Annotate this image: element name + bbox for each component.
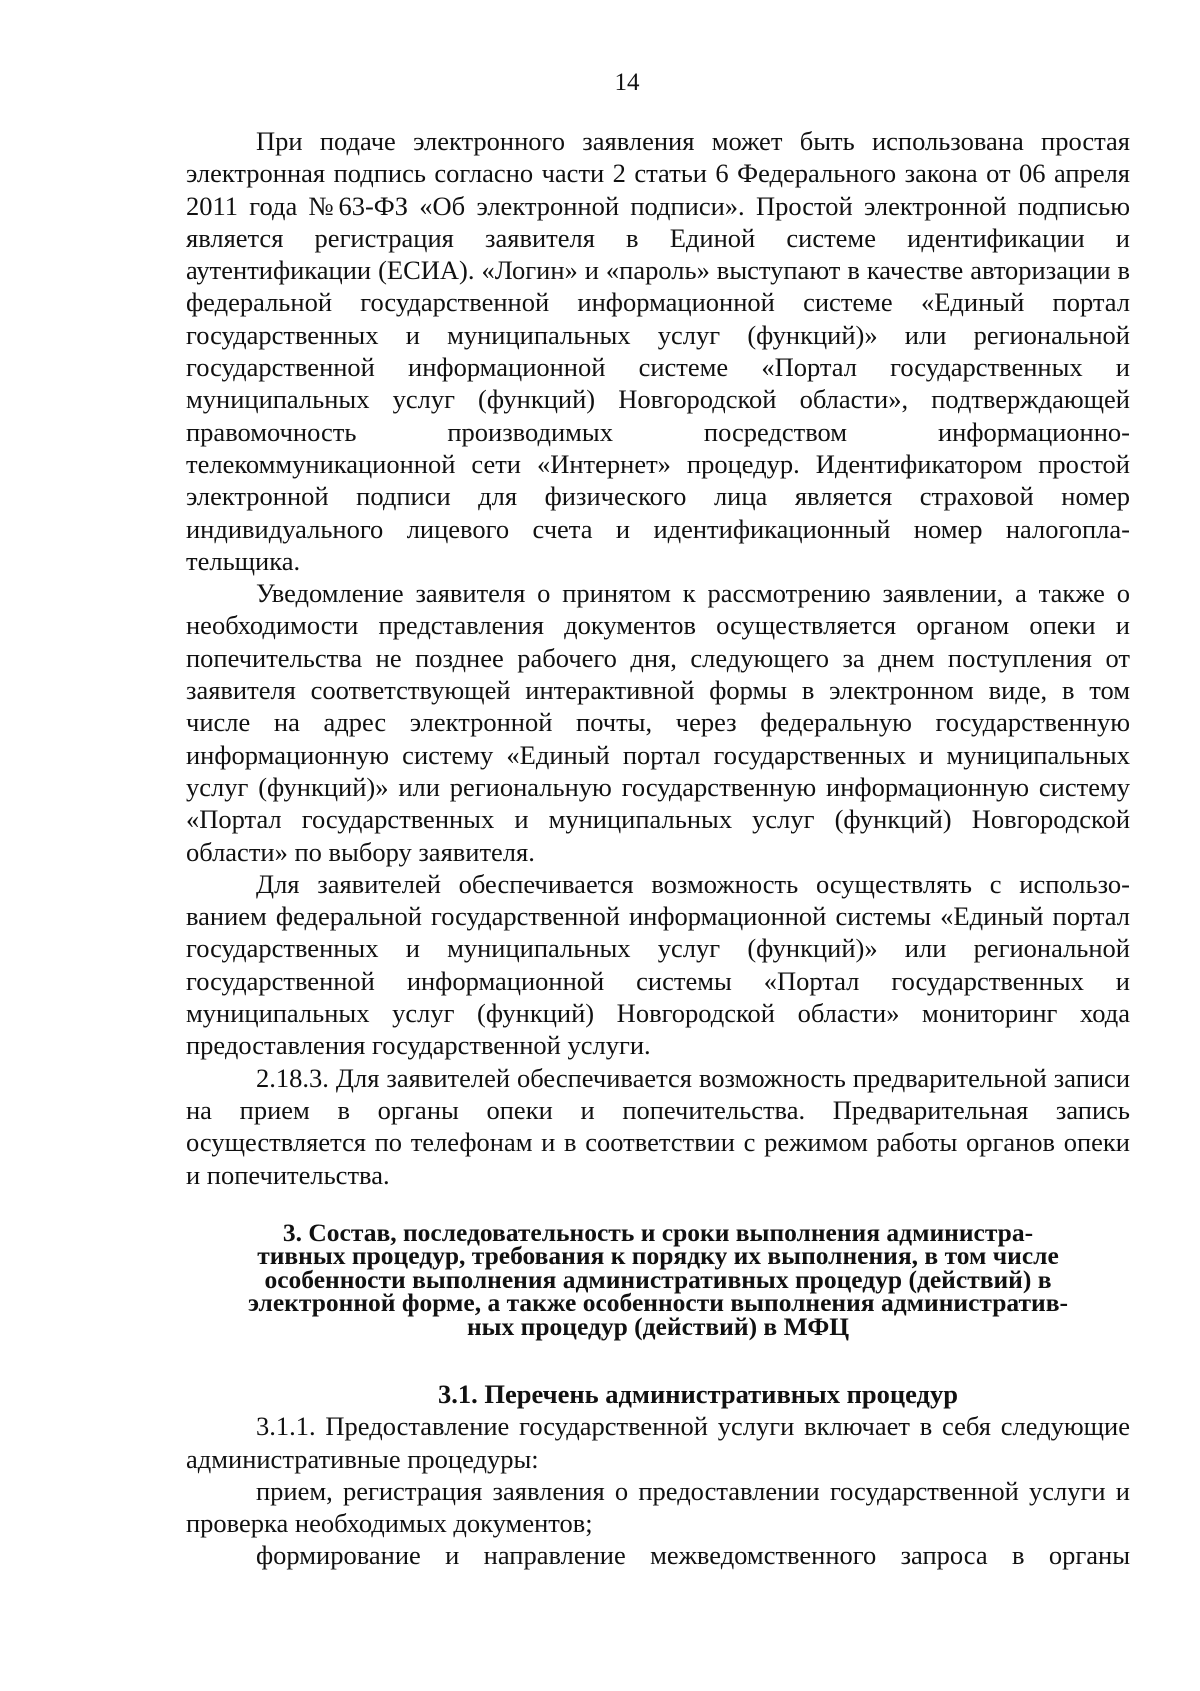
paragraph-procedures-intro: 3.1.1. Предоставление государственной услуги включает в себя следующие административные процедуры:: [186, 1411, 1130, 1474]
section-heading-line: ных процедур (действий) в МФЦ: [466, 1311, 850, 1341]
section-heading-line: электронной форме, а также особенности выполнения административ-: [248, 1288, 1068, 1318]
paragraph-preliminary-appointment: 2.18.3. Для заявителей обеспечивается возможность предварительной записи на прием в органы опеки и попечительства. Предварительная запись осуществляется по телефонам и в соответствии с режимом работы органов опеки и попечительства.: [186, 1062, 1130, 1190]
document-body: [186, 125, 1130, 1572]
paragraph-procedure-item: формирование и направление межведомственного запроса в органы: [256, 1540, 1130, 1571]
section-heading-line: 3. Состав, последовательность и сроки выполнения администра-: [282, 1217, 1034, 1247]
paragraph-procedure-item: прием, регистрация заявления о предоставлении государственной услуги и проверка необходимых документов;: [186, 1475, 1130, 1539]
section-heading: [186, 1217, 1130, 1341]
section-heading-line: тивных процедур, требования к порядку их выполнения, в том числе: [257, 1241, 1059, 1271]
paragraph-monitoring: Для заявителей обеспечивается возможность осуществлять с использованием федеральной государственной информационной системы «Единый портал государственных и муниципальных услуг (функций)» или региональной государственной информационной системы «Портал государственных и муниципальных услуг (функций) Новгородской области» мониторинг хода предоставления государственной услуги.: [186, 868, 1130, 1061]
page-number: 14: [614, 69, 640, 96]
subsection-title: 3.1. Перечень административных процедур: [438, 1379, 958, 1410]
paragraph-applicant-notification: Уведомление заявителя о принятом к рассмотрению заявлении, а также о необходимости представления документов осуществляется органом опеки и попечительства не позднее рабочего дня, следующего за днем поступления от заявителя соответствующей интерактивной формы в электронном виде, в том числе на адрес электронной почты, через федеральную государственную информационную систему «Единый портал государственных и муниципальных услуг (функций)» или региональную государственную информационную систему «Портал государственных и муниципальных услуг (функций) Новгородской области» по выбору заявителя.: [186, 578, 1130, 867]
paragraph-electronic-signature: При подаче электронного заявления может быть использована простая электронная подпись согласно части 2 статьи 6 Федерального закона от 06 апреля 2011 года №63-ФЗ «Об электронной подписи». Простой электронной подписью является регистрация заявителя в Единой системе идентификации и аутентификации (ЕСИА). «Логин» и «пароль» выступают в качестве авторизации в федеральной государственной информационной системе «Единый портал государственных и муниципальных услуг (функций)» или региональной государственной информационной системе «Портал государственных и муниципальных услуг (функций) Новгородской области», подтверждающей правомочность производимых посредством информационно-телекоммуникационной сети «Интернет» процедур. Идентификатором простой электронной подписи для физического лица является страховой номер индивидуального лицевого счета и идентификационный номер налогоплательщика.: [186, 126, 1130, 576]
section-heading-line: особенности выполнения административных процедур (действий) в: [264, 1264, 1052, 1294]
